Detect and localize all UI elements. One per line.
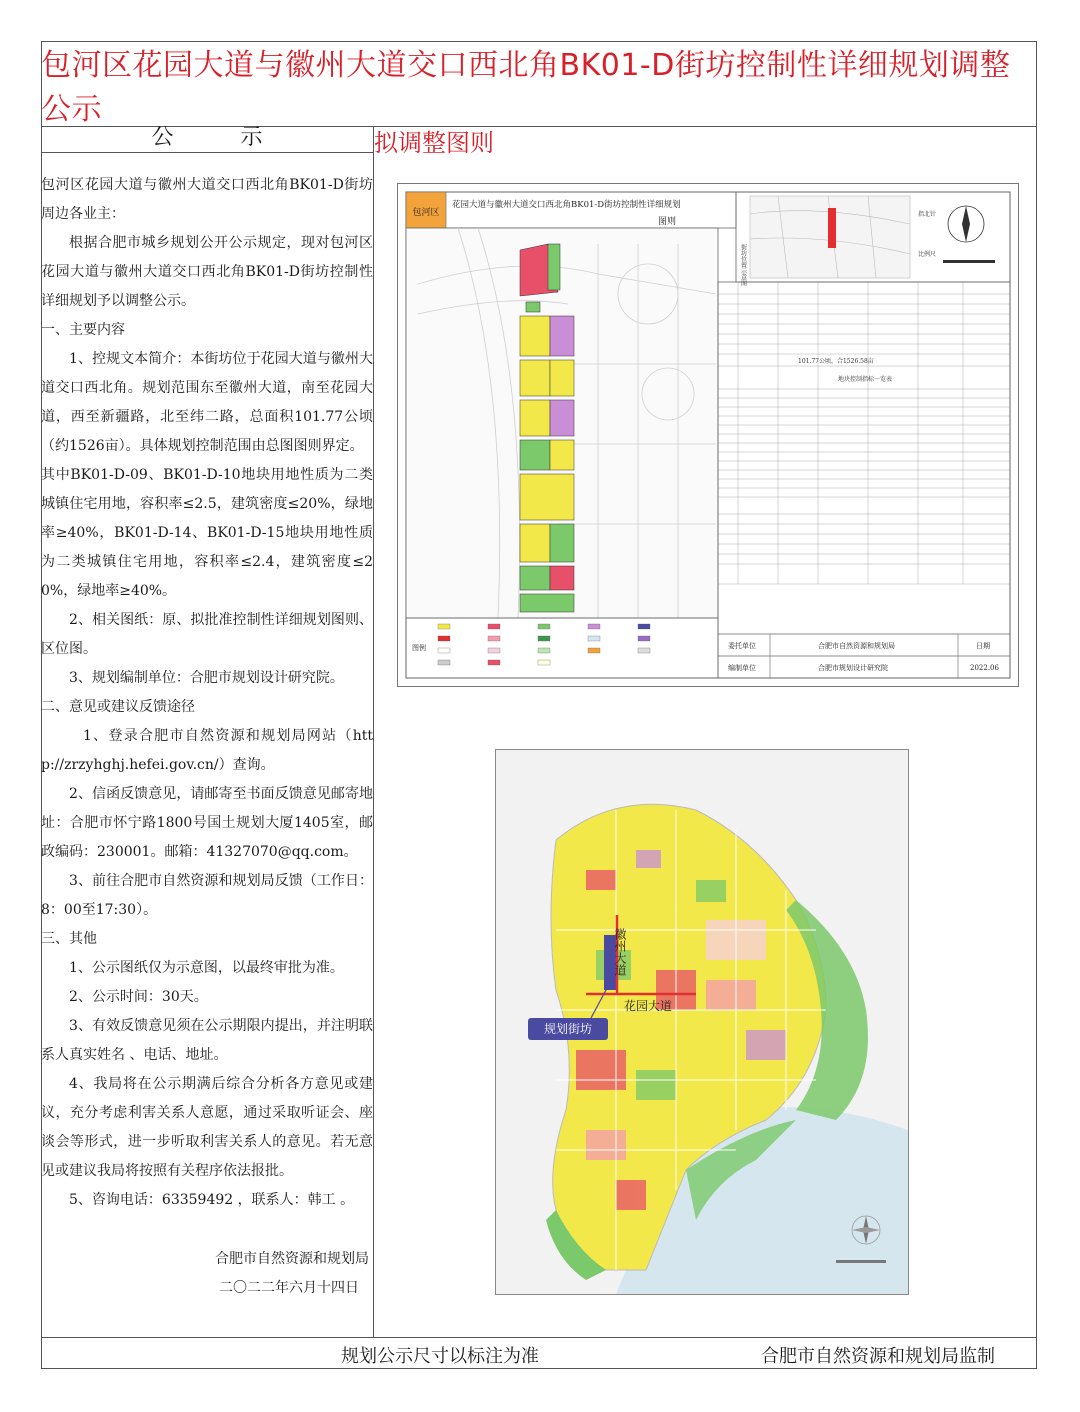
huayuan-road-label: 花园大道 — [624, 999, 673, 1013]
location-map-drawing — [496, 750, 908, 1294]
author-label: 编制单位 — [728, 664, 756, 672]
page-title: 包河区花园大道与徽州大道交口西北角BK01-D街坊控制性详细规划调整公示 — [41, 47, 1011, 127]
district-label: 包河区 — [412, 208, 440, 218]
section-3-item-1: 1、公示图纸仅为示意图，以最终审批为准。 — [69, 960, 344, 976]
map-scale-bar — [836, 1260, 886, 1263]
date-value: 2022.06 — [970, 664, 999, 672]
block-residential — [520, 316, 550, 356]
location-label: 街坊位置示意图 — [739, 244, 747, 286]
section-2-item-3: 3、前往合肥市自然资源和规划局反馈（工作日：8：00至17:30）。 — [41, 873, 373, 918]
footer-note: 规划公示尺寸以标注为准 — [341, 1346, 539, 1367]
north-label: 指北针 — [918, 211, 937, 218]
section-1-land-use: 其中BK01-D-09、BK01-D-10地块用地性质为二类城镇住宅用地，容积率≤2.5，建筑密度≤20%，绿地率≥40%，BK01-D-14、BK01-D-15地块用地性质为二类城镇住宅用地，容积率≤2.4，建筑密度≤20%，绿地率≥40%。 — [41, 467, 373, 599]
footer-supervisor: 合肥市自然资源和规划局监制 — [761, 1346, 995, 1367]
section-3-item-2: 2、公示时间：30天。 — [69, 989, 208, 1005]
sheet-title: 花园大道与徽州大道交口西北角BK01-D街坊控制性详细规划 — [452, 200, 681, 210]
footer — [41, 1337, 1037, 1369]
intro-paragraph: 根据合肥市城乡规划公开公示规定，现对包河区花园大道与徽州大道交口西北角BK01-D街坊控制性详细规划予以调整公示。 — [41, 235, 373, 309]
notice-column — [41, 127, 374, 1337]
section-1-item-1: 1、控规文本简介：本街坊位于花园大道与徽州大道交口西北角。规划范围东至徽州大道，南至花园大道，西至新疆路，北至纬二路，总面积101.77公顷（约1526亩）。具体规划控制范围由总图图则界定。 — [41, 351, 373, 454]
section-2-title: 二、意见或建议反馈途径 — [41, 699, 195, 715]
client-value: 合肥市自然资源和规划局 — [818, 642, 895, 650]
notice-body — [41, 153, 373, 1303]
site-label: 规划街坊 — [543, 1022, 593, 1036]
scale-label: 比例尺 — [918, 251, 937, 258]
title-bar — [41, 41, 1037, 127]
drawing-column — [374, 127, 1037, 1337]
author-value: 合肥市规划设计研究院 — [818, 664, 888, 672]
plan-sheet-drawing — [398, 184, 1018, 686]
section-3-title: 三、其他 — [41, 931, 97, 947]
section-1-item-2: 2、相关图纸：原、拟批准控制性详细规划图则、区位图。 — [41, 612, 373, 657]
notice-heading: 公 示 — [41, 127, 373, 153]
sheet-label: 图则 — [658, 217, 677, 227]
scale-bar — [943, 260, 995, 263]
section-1-title: 一、主要内容 — [41, 322, 125, 338]
section-3-item-5: 5、咨询电话：63359492 ，联系人：韩工 。 — [69, 1192, 355, 1208]
huizhou-road-label: 徽州大道 — [613, 928, 627, 976]
location-marker — [828, 208, 836, 248]
section-1-item-3: 3、规划编制单位：合肥市规划设计研究院。 — [69, 670, 344, 686]
date-label: 日期 — [976, 642, 990, 650]
notice-date: 二〇二二年六月十四日 — [219, 1280, 359, 1296]
legend-label: 图例 — [412, 644, 426, 652]
addressee: 包河区花园大道与徽州大道交口西北角BK01-D街坊周边各业主： — [41, 177, 373, 222]
section-3-item-3: 3、有效反馈意见须在公示期限内提出，并注明联系人真实姓名 、电话、地址。 — [41, 1018, 373, 1063]
location-map — [495, 749, 909, 1295]
signature: 合肥市自然资源和规划局 — [215, 1251, 369, 1267]
compass-rose-icon — [852, 1216, 880, 1244]
plan-subheading: 拟调整图则 — [374, 129, 494, 157]
plan-sheet — [397, 183, 1019, 687]
table-title: 地块控制指标一览表 — [838, 376, 893, 383]
section-3-item-4: 4、我局将在公示期满后综合分析各方意见或建议，充分考虑利害关系人意愿，通过采取听证会、座谈会等形式，进一步听取利害关系人的意见。若无意见或建议我局将按照有关程序依法报批。 — [41, 1076, 373, 1179]
client-label: 委托单位 — [728, 642, 756, 650]
section-2-item-1: 1、登录合肥市自然资源和规划局网站（http://zrzyhghj.hefei.gov.cn/）查询。 — [41, 728, 373, 773]
area-note: 101.77公顷，合1526.58亩 — [798, 358, 874, 365]
section-2-item-2: 2、信函反馈意见，请邮寄至书面反馈意见邮寄地址：合肥市怀宁路1800号国土规划大厦1405室，邮政编码：230001。邮箱：41327070@qq.com。 — [41, 786, 373, 860]
